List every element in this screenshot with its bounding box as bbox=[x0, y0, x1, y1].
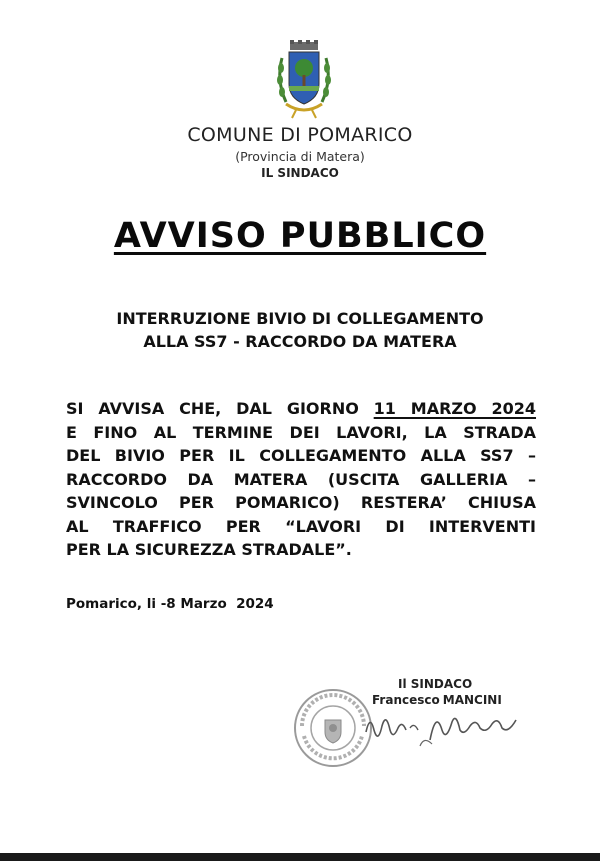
notice-subtitle bbox=[0, 307, 600, 353]
notice-title-text: AVVISO PUBBLICO bbox=[113, 216, 487, 256]
signatory-first-name: Francesco bbox=[372, 693, 440, 707]
notice-title bbox=[0, 216, 600, 256]
body-line: DEL BIVIO PER IL COLLEGAMENTO ALLA SS7 – bbox=[66, 446, 536, 465]
office-label: IL SINDACO bbox=[261, 166, 339, 180]
coat-of-arms-icon bbox=[272, 38, 336, 122]
municipality-name: COMUNE DI POMARICO bbox=[187, 124, 413, 146]
page-bottom-border bbox=[0, 853, 600, 861]
body-line: PER LA SICUREZZA STRADALE”. bbox=[66, 540, 352, 559]
signatory-title: Il SINDACO bbox=[398, 677, 473, 691]
subtitle-line: ALLA SS7 - RACCORDO DA MATERA bbox=[143, 332, 457, 351]
body-line bbox=[66, 397, 536, 421]
place-date-line: Pomarico, li -8 Marzo 2024 bbox=[66, 596, 274, 612]
body-line-prefix: SI AVVISA CHE, DAL GIORNO bbox=[66, 399, 374, 418]
subtitle-line: INTERRUZIONE BIVIO DI COLLEGAMENTO bbox=[116, 309, 484, 328]
handwritten-signature-icon bbox=[360, 700, 530, 750]
notice-body bbox=[66, 397, 536, 562]
body-line: RACCORDO DA MATERA (USCITA GALLERIA – bbox=[66, 469, 536, 489]
signatory-surname: MANCINI bbox=[442, 693, 502, 707]
body-line: AL TRAFFICO PER “LAVORI DI INTERVENTI bbox=[66, 516, 536, 536]
body-line: SVINCOLO PER POMARICO) RESTERA’ CHIUSA bbox=[66, 493, 536, 512]
province-label: (Provincia di Matera) bbox=[235, 149, 365, 164]
closure-date: 11 MARZO 2024 bbox=[373, 399, 537, 418]
body-line: E FINO AL TERMINE DEI LAVORI, LA STRADA bbox=[66, 422, 536, 442]
